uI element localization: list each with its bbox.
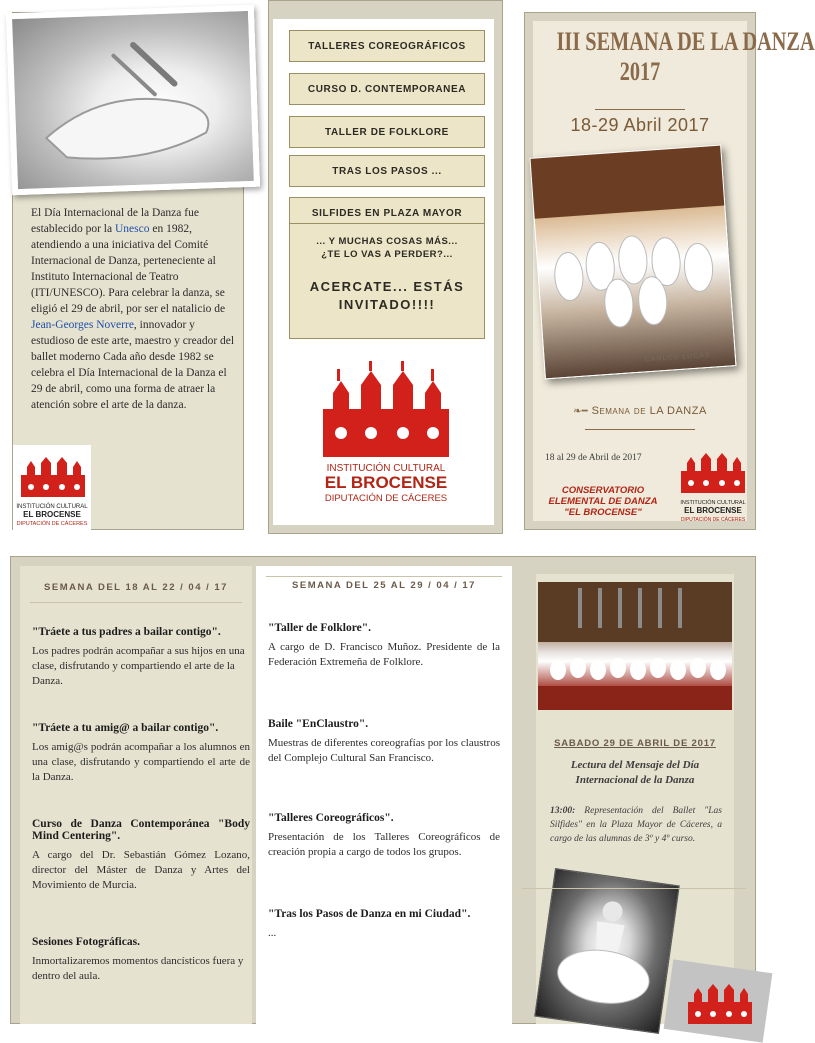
week1-header: SEMANA DEL 18 AL 22 / 04 / 17 [44,582,228,593]
ballet-shoes-photo [6,5,260,196]
logo-right-line1: INSTITUCIÓN CULTURAL [680,500,746,506]
ballet-shoe-illustration [12,11,254,189]
saturday-time: 13:00: [550,806,576,816]
ballerina-bw-photo [534,868,680,1034]
logo-large-line3: DIPUTACIÓN DE CÁCERES [324,493,448,504]
logo-large-line2: EL BROCENSE [324,473,448,492]
week2-event-4-title: "Tras los Pasos de Danza en mi Ciudad". [268,908,471,920]
btn-tras-los-pasos[interactable]: TRAS LOS PASOS ... [289,155,485,187]
conservatory-line2: ELEMENTAL DE DANZA [548,496,658,507]
intro-paragraph [31,205,241,413]
week1-column [20,566,252,1024]
dancers-illustration [531,146,736,379]
week2-event-2-title: Baile "EnClaustro". [268,718,369,730]
conservatory-line3: "EL BROCENSE" [564,507,642,518]
photo-caption: CARLOS LUCAS [644,351,711,364]
outer-right-panel [524,12,815,530]
week2-header-rule [266,576,502,577]
week2-event-2-body: Muestras de diferentes coreografías por los claustros del Complejo Cultural San Francisco. [268,737,500,764]
week1-header-rule [30,602,242,603]
logo-line2: EL BROCENSE [23,510,81,519]
week2-event-4 [268,908,500,941]
title-divider [595,109,685,110]
event-title-line1: III SEMANA DE LA DANZA [556,27,815,56]
date-small: 18 al 29 de Abril de 2017 [545,453,642,463]
week2-event-1-title: "Taller de Folklore". [268,622,371,634]
logo-large-line1: INSTITUCIÓN CULTURAL [326,463,446,474]
logo-right-line2: EL BROCENSE [684,506,742,515]
week2-event-4-body: ... [268,927,277,939]
saturday-column [536,574,734,1024]
logo-right-line3: DIPUTACIÓN DE CÁCERES [680,517,746,523]
stage-dancers-illustration [538,582,732,710]
week2-column [256,566,512,1024]
event-title-line2: 2017 [619,57,661,86]
semana-ornament [533,401,747,419]
week2-header: SEMANA DEL 25 AL 29 / 04 / 17 [292,580,476,591]
saturday-reading: Lectura del Mensaje del Día Internacional de la Danza [570,759,700,786]
outer-middle-panel [268,0,503,534]
saturday-program [550,804,722,846]
event-dates: 18-29 Abril 2017 [570,115,710,135]
logo-line3: DIPUTACIÓN DE CÁCERES [16,521,88,527]
week2-event-1-body: A cargo de D. Francisco Muñoz. Presidente de la Federación Extremeña de Folklore. [268,641,500,668]
week1-event-1-title: "Tráete a tus padres a bailar contigo". [32,626,221,638]
week1-event-2-title: "Tráete a tu amig@ a bailar contigo". [32,722,219,734]
semana-label: Semana de LA DANZA [591,405,707,417]
callout-line2: ¿TE LO VAS A PERDER?... [321,249,453,260]
week2-event-3 [268,812,500,860]
btn-talleres-coreograficos[interactable]: TALLERES COREOGRÁFICOS [289,30,485,62]
week2-event-3-body: Presentación de los Talleres Coreográficos de creación propia a cargo de todos los grupos. [268,831,500,858]
saturday-detail: Representación del Ballet "Las Silfides" en la Plaza Mayor de Cáceres, a cargo de las alumnas de 3º y 4º curso. [550,806,722,844]
brocense-logo-large [309,361,463,507]
ornament-divider [585,429,695,430]
event-title [533,27,815,87]
intro-part2: en 1982, atendiendo a una iniciativa del Comité Internacional de Danza, perteneciente al Instituto Internacional de Teatro (ITI/UNESCO). Para celebrar la danza, se eligió el 29 de abril, por ser el natalicio de [31,223,226,315]
intro-part1: El Día Internacional de la Danza fue establecido por la [31,207,199,235]
saturday-divider [522,888,746,889]
brocense-logo-small [13,445,91,531]
ballerina-illustration [535,869,678,1033]
week1-event-2-body: Los amig@s podrán acompañar a los alumnos en una clase, disfrutando y compartiendo el arte de la Danza. [32,741,250,783]
week2-event-1 [268,622,500,670]
btn-silfides-plaza-mayor[interactable]: SILFIDES EN PLAZA MAYOR [289,197,485,229]
week1-event-2 [32,722,250,785]
week1-event-4-title: Sesiones Fotográficas. [32,936,140,948]
outer-left-panel [12,12,244,530]
week1-event-1 [32,626,250,689]
callout-line1: ... Y MUCHAS COSAS MÁS... [316,236,458,247]
week2-event-3-title: "Talleres Coreográficos". [268,812,394,824]
week1-event-4 [32,936,250,984]
unesco-link[interactable]: Unesco [114,223,150,235]
week1-event-3-body: A cargo del Dr. Sebastián Gómez Lozano, director del Máster de Danza y Artes del Movimiento de Murcia. [32,849,250,891]
brocense-logo-right [675,443,751,527]
brocense-logo-corner [684,980,754,1024]
logo-line1: INSTITUCIÓN CULTURAL [16,504,88,510]
week1-event-3-title: Curso de Danza Contemporánea "Body Mind Centering". [32,818,250,842]
conservatory-line1: CONSERVATORIO [561,485,645,496]
dancers-circle-photo [529,145,736,380]
noverre-link[interactable]: Jean-Georges Noverre [31,319,134,331]
week1-event-4-body: Inmortalizaremos momentos dancísticos fuera y dentro del aula. [32,955,244,982]
callout-big-text: ACERCATE... ESTÁS INVITADO!!!! [309,279,465,312]
ornament-left-icon: ❧━ [573,406,588,417]
week1-event-3 [32,818,250,893]
intro-part3: , innovador y estudioso de este arte, maestro y creador del ballet moderno Cada año desde 1982 se celebra el Día Internacional de la Danza el 29 de abril, como una forma de atraer la atención sobre el arte de la danza. [31,319,235,411]
ballet-stage-photo [538,582,732,710]
btn-taller-folklore[interactable]: TALLER DE FOLKLORE [289,116,485,148]
week1-event-1-body: Los padres podrán acompañar a sus hijos en una clase, disfrutando y compartiendo el arte de la Danza. [32,645,245,687]
saturday-header: SABADO 29 DE ABRIL DE 2017 [554,738,716,749]
btn-curso-contemporanea[interactable]: CURSO D. CONTEMPORANEA [289,73,485,105]
conservatory-name [533,485,673,518]
week2-event-2 [268,718,500,766]
invitation-callout [289,223,485,339]
